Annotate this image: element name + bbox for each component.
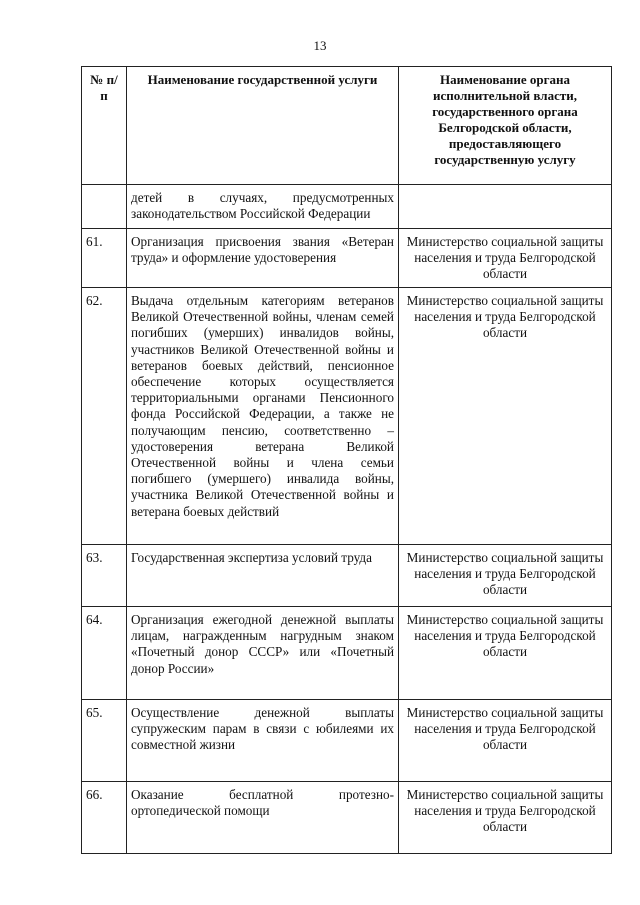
row-organ-name: Министерство социальной защиты населения и труда Белгородской области — [399, 782, 612, 854]
table-row — [82, 288, 612, 545]
table-header-row — [82, 67, 612, 185]
row-service-name: детей в случаях, предусмотренных законодательством Российской Федерации — [127, 185, 399, 229]
row-service-name: Осуществление денежной выплаты супружеским парам в связи с юбилеями их совместной жизни — [127, 700, 399, 782]
row-number: 64. — [82, 607, 127, 700]
row-service-name: Государственная экспертиза условий труда — [127, 545, 399, 607]
row-service-name: Оказание бесплатной протезно-ортопедической помощи — [127, 782, 399, 854]
row-organ-name — [399, 185, 612, 229]
table-row — [82, 700, 612, 782]
row-organ-name: Министерство социальной защиты населения и труда Белгородской области — [399, 607, 612, 700]
table-row — [82, 545, 612, 607]
page-number: 13 — [313, 38, 327, 53]
row-service-name: Выдача отдельным категориям ветеранов Великой Отечественной войны, членам семей погибших (умерших) инвалидов войны, участников Великой Отечественной войны и ветеранов боевых действий, пенсионное обеспечение которых осуществляется территориальными органами Пенсионного фонда Российской Федерации, а также не получающим пенсию, соответственно – удостоверения ветерана Великой Отечественной войны и члена семьи погибшего (умершего) инвалида войны, участника Великой Отечественной войны и ветерана боевых действий — [127, 288, 399, 545]
header-number: № п/п — [82, 67, 127, 185]
row-service-name: Организация ежегодной денежной выплаты лицам, награжденным нагрудным знаком «Почетный донор СССР» или «Почетный донор России» — [127, 607, 399, 700]
row-service-name: Организация присвоения звания «Ветеран труда» и оформление удостоверения — [127, 229, 399, 288]
table-row — [82, 607, 612, 700]
row-organ-name: Министерство социальной защиты населения и труда Белгородской области — [399, 545, 612, 607]
header-organ-name: Наименование органа исполнительной власти, государственного органа Белгородской области, предоставляющего государственную услугу — [399, 67, 612, 185]
row-number: 66. — [82, 782, 127, 854]
table-row — [82, 782, 612, 854]
table-row-continuation — [82, 185, 612, 229]
row-number: 63. — [82, 545, 127, 607]
row-organ-name: Министерство социальной защиты населения и труда Белгородской области — [399, 229, 612, 288]
row-number: 61. — [82, 229, 127, 288]
row-number: 62. — [82, 288, 127, 545]
services-table — [81, 66, 612, 854]
header-service-name: Наименование государственной услуги — [127, 67, 399, 185]
table-row — [82, 229, 612, 288]
row-organ-name: Министерство социальной защиты населения и труда Белгородской области — [399, 288, 612, 545]
row-number: 65. — [82, 700, 127, 782]
row-organ-name: Министерство социальной защиты населения и труда Белгородской области — [399, 700, 612, 782]
row-number — [82, 185, 127, 229]
